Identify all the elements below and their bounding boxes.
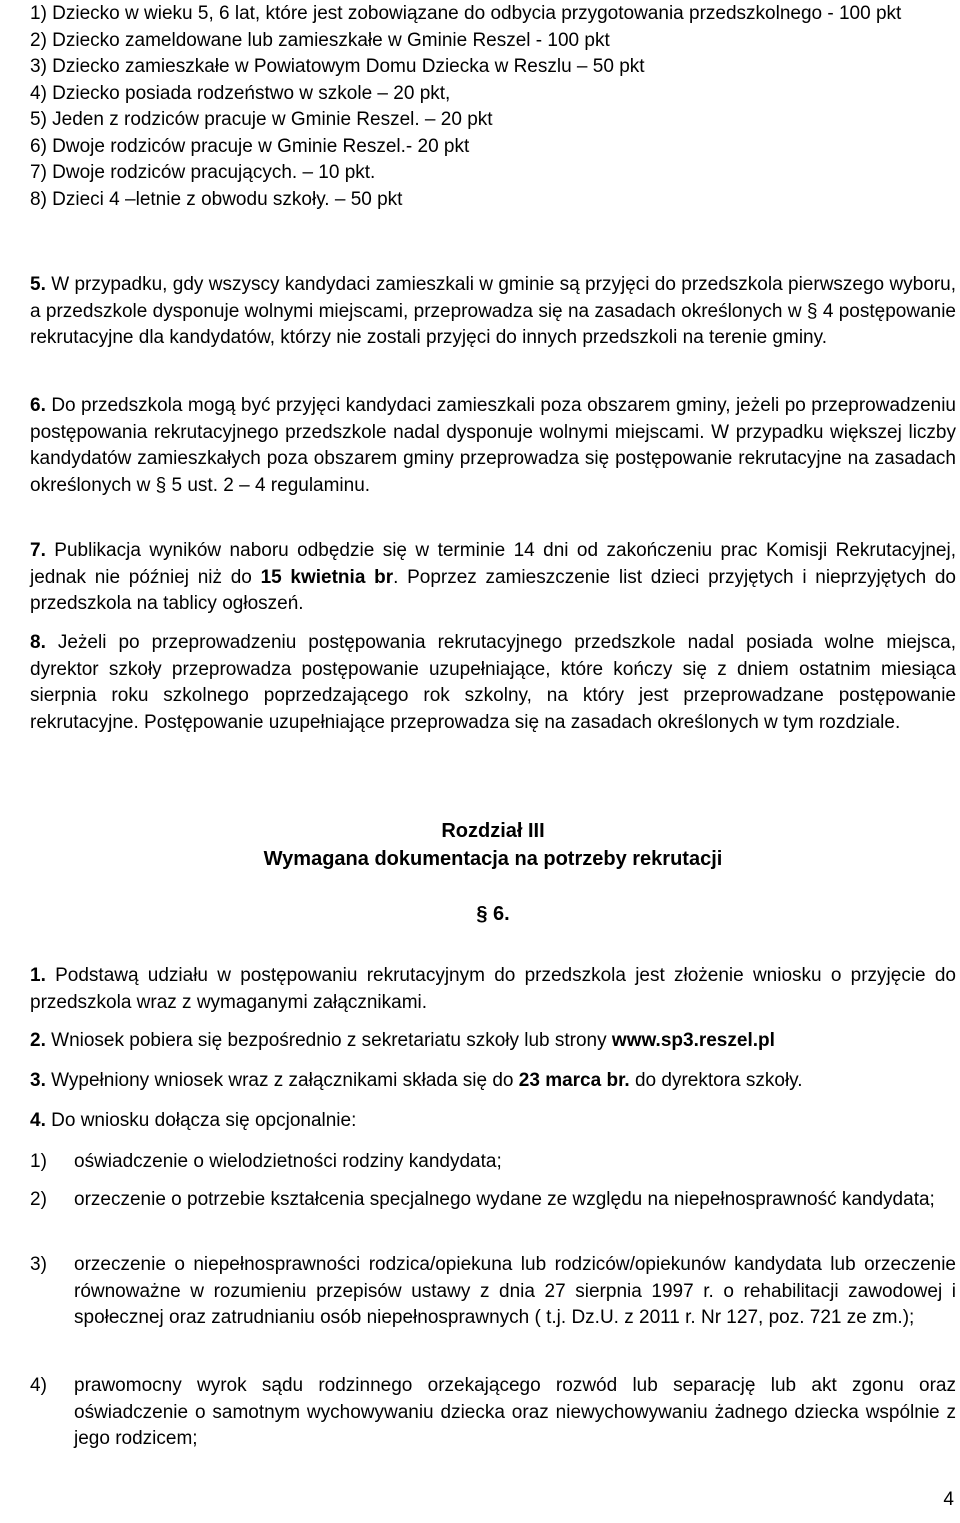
criterion-item: 3) Dziecko zamieszkałe w Powiatowym Domu Dziecka w Reszlu – 50 pkt <box>30 56 645 77</box>
chapter-subtitle: Wymagana dokumentacja na potrzeby rekrutacji <box>263 848 723 870</box>
criterion-item: 5) Jeden z rodziców pracuje w Gminie Reszel. – 20 pkt <box>30 109 493 130</box>
criterion-item: 6) Dwoje rodziców pracuje w Gminie Reszel.- 20 pkt <box>30 135 470 157</box>
criterion-item: 1) Dziecko w wieku 5, 6 lat, które jest zobowiązane do odbycia przygotowania przedszkolnego - 100 pkt <box>30 3 902 24</box>
criteria-list <box>30 1 956 213</box>
attachment-item: 4) prawomocny wyrok sądu rodzinnego orzekającego rozwód lub separację lub akt zgonu oraz oświadczenie o samotnym wychowywaniu dziecka oraz niewychowywaniu żadnego dziecka wspólnie z jego rodzicem; <box>30 1375 956 1449</box>
section-mark: § 6. <box>476 903 510 925</box>
section-point-3: 3. Wypełniony wniosek wraz z załącznikami składa się do 23 marca br. do dyrektora szkoły. <box>30 1070 803 1091</box>
paragraph-5: 5. W przypadku, gdy wszyscy kandydaci zamieszkali w gminie są przyjęci do przedszkola pierwszego wyboru, a przedszkole dysponuje wolnymi miejscami, przeprowadza się na zasadach określonych w § 4 postępowanie rekrutacyjne dla kandydatów, którzy nie zostali przyjęci do innych przedszkoli na terenie gminy. <box>30 274 956 348</box>
attachment-item: 2) orzeczenie o potrzebie kształcenia specjalnego wydane ze względu na niepełnosprawność kandydata; <box>30 1189 935 1210</box>
section-point-2: 2. Wniosek pobiera się bezpośrednio z sekretariatu szkoły lub strony www.sp3.reszel.pl <box>30 1030 775 1051</box>
criterion-item: 2) Dziecko zameldowane lub zamieszkałe w Gminie Reszel - 100 pkt <box>30 29 610 51</box>
criterion-item: 4) Dziecko posiada rodzeństwo w szkole – 20 pkt, <box>30 82 451 104</box>
attachment-item: 1) oświadczenie o wielodzietności rodziny kandydata; <box>30 1151 502 1172</box>
paragraph-7: 7. Publikacja wyników naboru odbędzie się w terminie 14 dni od zakończeniu prac Komisji Rekrutacyjnej, jednak nie później niż do 15 kwietnia br. Poprzez zamieszczenie list dzieci przyjętych i nieprzyjętych do przedszkola na tablicy ogłoszeń. <box>30 540 956 614</box>
criterion-item: 7) Dwoje rodziców pracujących. – 10 pkt. <box>30 162 376 183</box>
criterion-item: 8) Dzieci 4 –letnie z obwodu szkoły. – 50 pkt <box>30 188 403 210</box>
page-number: 4 <box>943 1488 954 1510</box>
attachment-item: 3) orzeczenie o niepełnosprawności rodzica/opiekuna lub rodziców/opiekunów kandydata lub orzeczenie równoważne w rozumieniu przepisów ustawy z dnia 27 sierpnia 1997 r. o rehabilitacji zawodowej i społecznej oraz zatrudnianiu osób niepełnosprawnych ( t.j. Dz.U. z 2011 r. Nr 127, poz. 721 ze zm.); <box>30 1254 956 1328</box>
section-point-4: 4. Do wniosku dołącza się opcjonalnie: <box>30 1110 357 1131</box>
chapter-title: Rozdział III <box>441 820 545 842</box>
section-point-1: 1. Podstawą udziału w postępowaniu rekrutacyjnym do przedszkola jest złożenie wniosku o przyjęcie do przedszkola wraz z wymaganymi załącznikami. <box>30 965 956 1013</box>
paragraph-8: 8. Jeżeli po przeprowadzeniu postępowania rekrutacyjnego przedszkole nadal posiada wolne miejsca, dyrektor szkoły przeprowadza postępowanie uzupełniające, które kończy się z dniem ostatnim miesiąca sierpnia roku szkolnego poprzedzającego rok szkolny, na który jest przeprowadzane postępowanie rekrutacyjne. Postępowanie uzupełniające przeprowadza się na zasadach określonych w tym rozdziale. <box>30 632 956 733</box>
paragraph-6: 6. Do przedszkola mogą być przyjęci kandydaci zamieszkali poza obszarem gminy, jeżeli po przeprowadzeniu postępowania rekrutacyjnego przedszkole nadal dysponuje wolnymi miejscami. W przypadku większej liczby kandydatów zamieszkałych poza obszarem gminy przeprowadza się postępowanie rekrutacyjne na zasadach określonych w § 5 ust. 2 – 4 regulaminu. <box>30 395 956 496</box>
